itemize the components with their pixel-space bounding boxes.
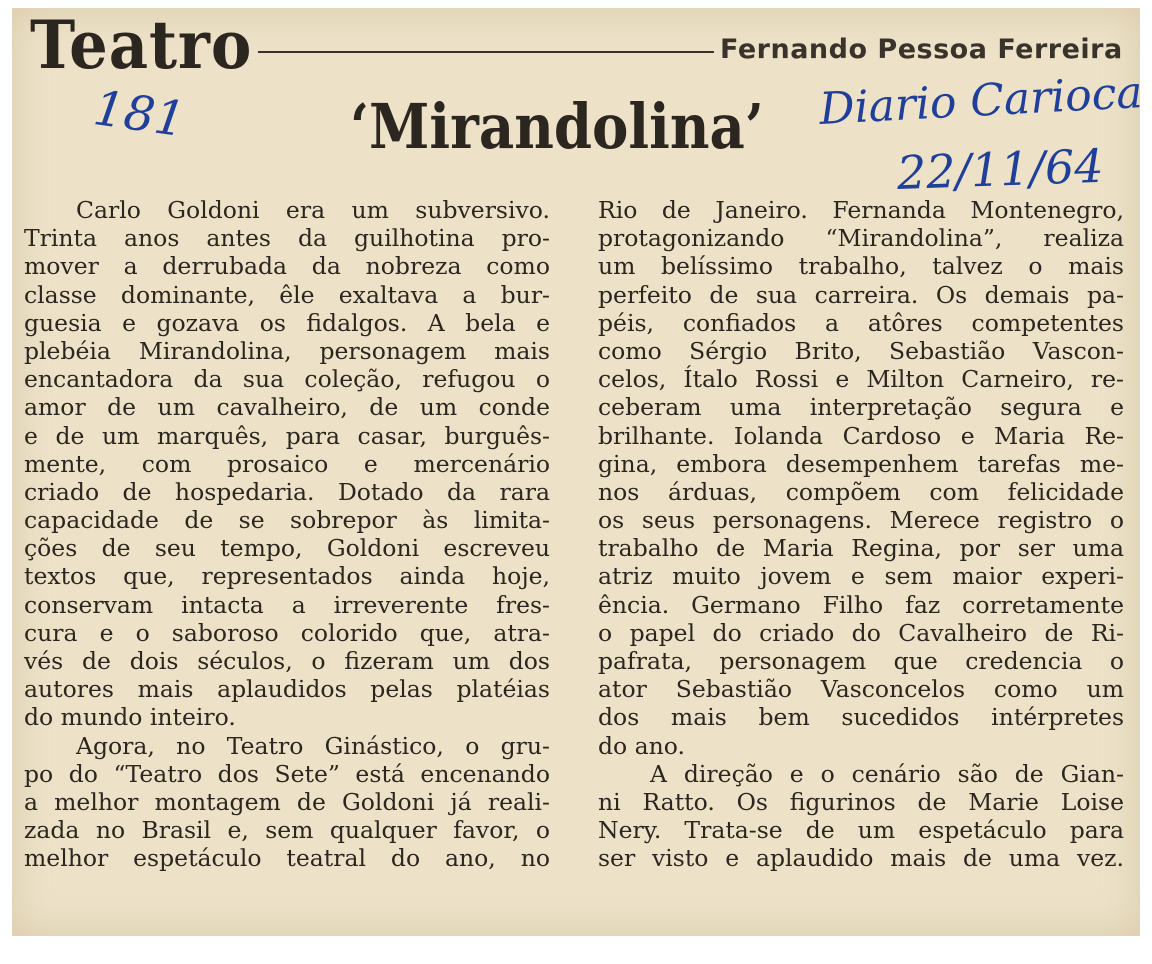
text-line: ni Ratto. Os figurinos de Marie Loise	[598, 787, 1124, 816]
text-line: textos que, representados ainda hoje,	[24, 562, 550, 591]
text-line: mover a derrubada da nobreza como	[24, 252, 550, 281]
text-line: ser visto e aplaudido mais de uma vez.	[598, 844, 1124, 873]
text-line: amor de um cavalheiro, de um conde	[24, 393, 550, 422]
article-column-right	[598, 196, 1124, 873]
text-line: péis, confiados a atôres competentes	[598, 308, 1124, 337]
text-line: o papel do criado do Cavalheiro de Ri-	[598, 618, 1124, 647]
text-line: guesia e gozava os fidalgos. A bela e	[24, 308, 550, 337]
text-line: Nery. Trata-se de um espetáculo para	[598, 816, 1124, 845]
text-line: mente, com prosaico e mercenário	[24, 449, 550, 478]
text-line: cura e o saboroso colorido que, atra-	[24, 618, 550, 647]
text-line: pafrata, personagem que credencia o	[598, 647, 1124, 675]
text-line: os seus personagens. Merece registro o	[598, 506, 1124, 535]
handwritten-date: 22/11/64	[896, 138, 1105, 200]
text-line: atriz muito jovem e sem maior experi-	[598, 562, 1124, 591]
text-line: gina, embora desempenhem tarefas me-	[598, 449, 1124, 478]
text-line: Agora, no Teatro Ginástico, o gru-	[76, 731, 550, 760]
text-line: plebéia Mirandolina, personagem mais	[24, 336, 550, 365]
text-line: vés de dois séculos, o fizeram um dos	[24, 647, 550, 675]
text-line: trabalho de Maria Regina, por ser uma	[598, 534, 1124, 563]
handwritten-number: 181	[90, 80, 189, 149]
text-line: Trinta anos antes da guilhotina pro-	[24, 224, 550, 253]
text-line: ções de seu tempo, Goldoni escreveu	[24, 534, 550, 563]
text-line: ator Sebastião Vasconcelos como um	[598, 675, 1124, 704]
text-line: capacidade de se sobrepor às limita-	[24, 506, 550, 535]
text-line: nos árduas, compõem com felicidade	[598, 477, 1124, 506]
text-line: zada no Brasil e, sem qualquer favor, o	[24, 816, 550, 845]
article-headline: ‘Mirandolina’	[350, 90, 764, 163]
text-line: ência. Germano Filho faz corretamente	[598, 590, 1124, 619]
text-line: do ano.	[598, 731, 686, 760]
text-line: protagonizando “Mirandolina”, realiza	[598, 224, 1124, 253]
text-line: ceberam uma interpretação segura e	[598, 393, 1124, 422]
text-line: perfeito de sua carreira. Os demais pa-	[598, 280, 1124, 309]
text-line: Rio de Janeiro. Fernanda Montenegro,	[598, 196, 1124, 224]
handwritten-newspaper-name: Diario Carioca	[818, 67, 1144, 135]
section-title: Teatro	[30, 6, 253, 84]
text-line: melhor espetáculo teatral do ano, no	[24, 844, 550, 873]
text-line: criado de hospedaria. Dotado da rara	[24, 477, 550, 506]
text-line: brilhante. Iolanda Cardoso e Maria Re-	[598, 421, 1124, 450]
text-line: classe dominante, êle exaltava a bur-	[24, 280, 550, 309]
text-line: conservam intacta a irreverente fres-	[24, 590, 550, 619]
text-line: e de um marquês, para casar, burguês-	[24, 421, 550, 450]
article-column-left	[24, 196, 550, 873]
text-line: encantadora da sua coleção, refugou o	[24, 365, 550, 394]
text-line: Carlo Goldoni era um subversivo.	[76, 196, 550, 224]
text-line: do mundo inteiro.	[24, 703, 236, 732]
text-line: um belíssimo trabalho, talvez o mais	[598, 252, 1124, 281]
author-byline: Fernando Pessoa Ferreira	[720, 34, 1123, 65]
text-line: A direção e o cenário são de Gian-	[650, 759, 1124, 788]
text-line: como Sérgio Brito, Sebastião Vascon-	[598, 336, 1124, 365]
header-rule	[258, 51, 714, 53]
text-line: a melhor montagem de Goldoni já reali-	[24, 787, 550, 816]
text-line: po do “Teatro dos Sete” está encenando	[24, 759, 550, 788]
text-line: celos, Ítalo Rossi e Milton Carneiro, re-	[598, 365, 1124, 394]
text-line: autores mais aplaudidos pelas platéias	[24, 675, 550, 704]
text-line: dos mais bem sucedidos intérpretes	[598, 703, 1124, 732]
